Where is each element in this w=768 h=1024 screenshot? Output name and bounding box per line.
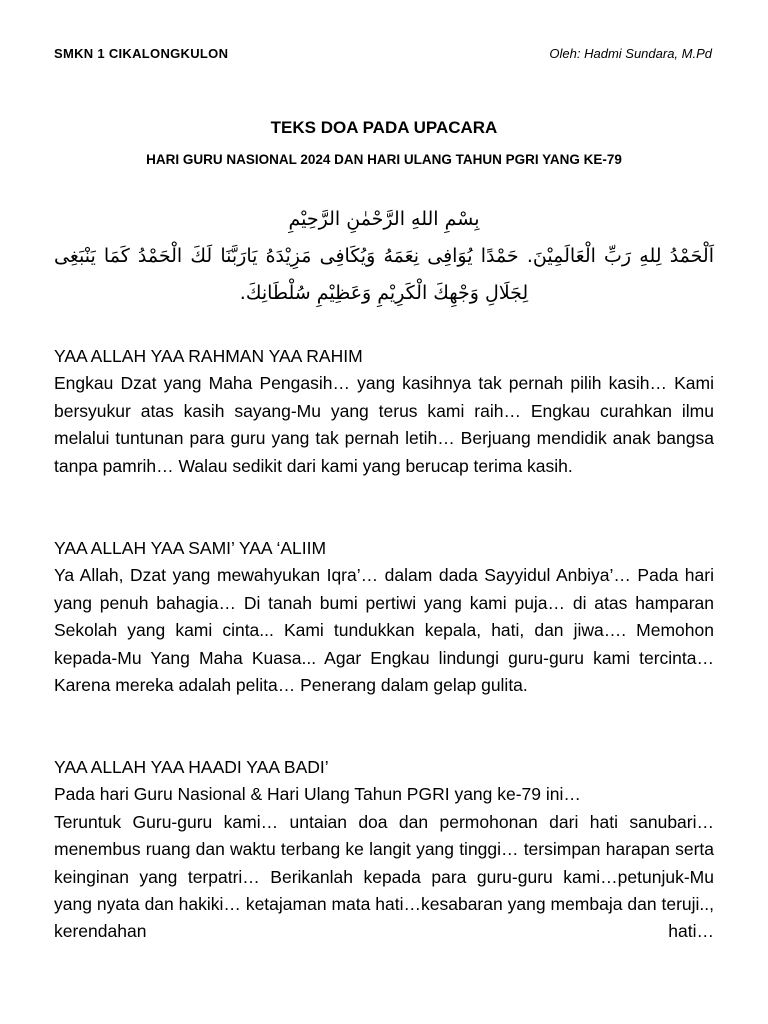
prayer-section-3 xyxy=(54,754,714,946)
section-heading: YAA ALLAH YAA RAHMAN YAA RAHIM xyxy=(54,346,363,366)
section-heading: YAA ALLAH YAA SAMI’ YAA ‘ALIIM xyxy=(54,538,327,558)
section-body: Engkau Dzat yang Maha Pengasih… yang kasihnya tak pernah pilih kasih… Kami bersyukur atas kasih sayang-Mu yang terus kami raih… Engkau curahkan ilmu melalui tuntunan para guru yang tak pernah letih… Berjuang mendidik anak bangsa tanpa pamrih… Walau sedikit dari kami yang berucap terima kasih. xyxy=(54,373,714,476)
arabic-hamdalah-line-1: اَلْحَمْدُ لِلهِ رَبِّ الْعَالَمِيْنَ. حَمْدًا يُوَافِى نِعَمَهُ وَيُكَافِى مَزِيْدَهُ يَارَبَّنَا لَكَ الْحَمْدُ كَمَا يَنْبَغِى xyxy=(54,245,714,267)
arabic-basmala: بِسْمِ اللهِ الرَّحْمٰنِ الرَّحِيْمِ xyxy=(288,208,480,230)
section-body: Teruntuk Guru-guru kami… untaian doa dan permohonan dari hati sanubari… menembus ruang dan waktu terbang ke langit yang tinggi… tersimpan harapan serta keinginan yang terpatri… Berikanlah kepada para guru-guru kami…petunjuk-Mu yang nyata dan hakiki… ketajaman mata hati…kesabaran yang membaja dan teruji.., kerendahan hati… xyxy=(54,811,714,942)
section-heading: YAA ALLAH YAA HAADI YAA BADI’ xyxy=(54,757,329,777)
section-body: Ya Allah, Dzat yang mewahyukan Iqra’… dalam dada Sayyidul Anbiya’… Pada hari yang penuh bahagia… Di tanah bumi pertiwi yang kami puja… di atas hamparan Sekolah yang kami cinta... Kami tundukkan kepala, hati, dan jiwa…. Memohon kepada-Mu Yang Maha Kuasa... Agar Engkau lindungi guru-guru kami tercinta…Karena mereka adalah pelita… Penerang dalam gelap gulita. xyxy=(54,565,714,696)
school-name: SMKN 1 CIKALONGKULON xyxy=(54,46,229,61)
document-subtitle: HARI GURU NASIONAL 2024 DAN HARI ULANG TAHUN PGRI YANG KE-79 xyxy=(146,152,622,167)
section-intro-line: Pada hari Guru Nasional & Hari Ulang Tahun PGRI yang ke-79 ini… xyxy=(54,784,581,805)
author-credit: Oleh: Hadmi Sundara, M.Pd xyxy=(549,46,712,61)
arabic-hamdalah-line-2: لِجَلَالِ وَجْهِكَ الْكَرِيْمِ وَعَظِيْمِ سُلْطَانِكَ. xyxy=(239,282,529,304)
prayer-section-1 xyxy=(54,343,714,480)
document-title: TEKS DOA PADA UPACARA xyxy=(270,118,498,137)
prayer-section-2 xyxy=(54,535,714,699)
